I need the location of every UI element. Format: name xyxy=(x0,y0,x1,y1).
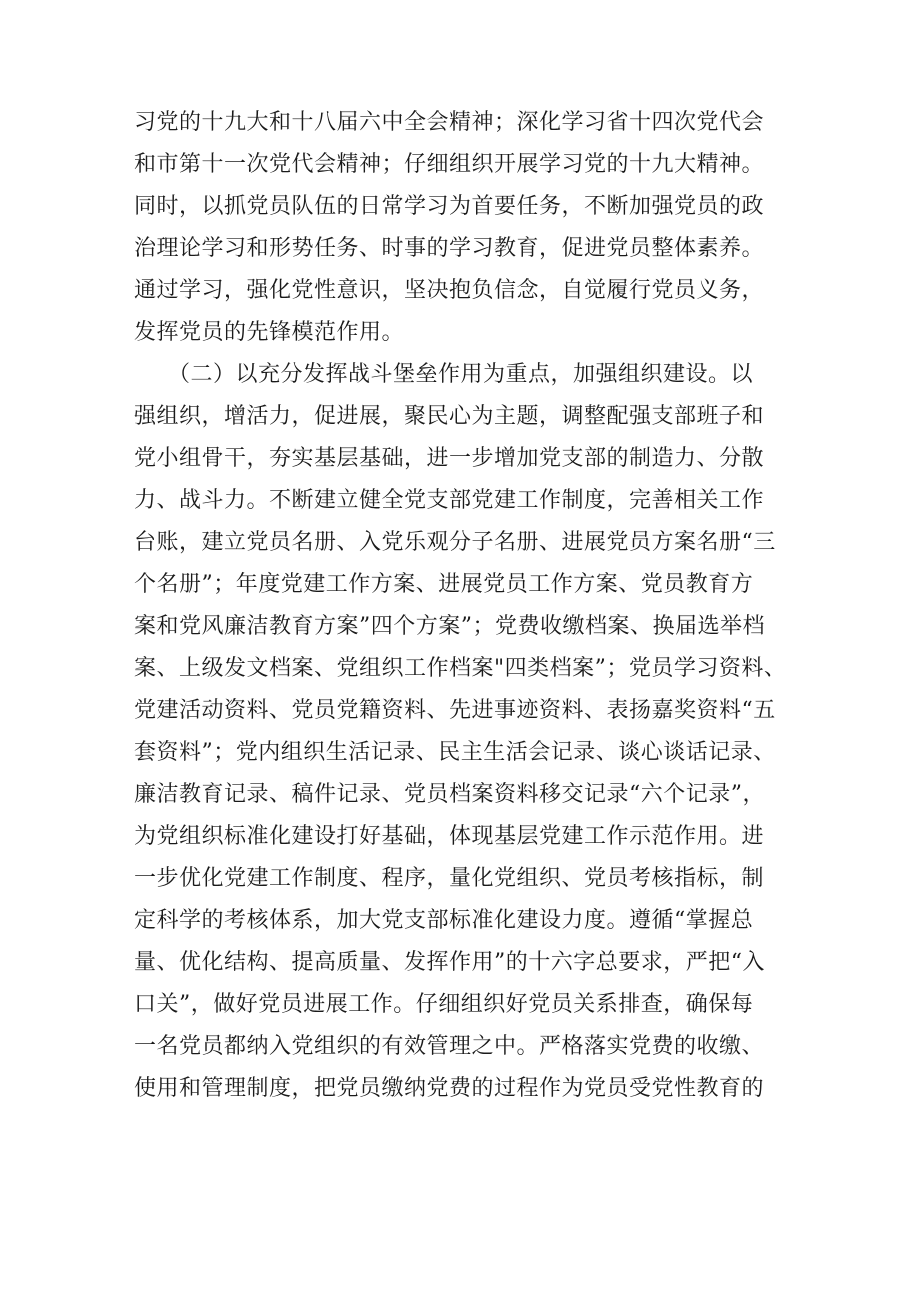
text-line: 力、战斗力。不断建立健全党支部党建工作制度，完善相关工作 xyxy=(134,488,765,513)
text-line: 口关”，做好党员进展工作。仔细组织好党员关系排查，确保每 xyxy=(134,992,754,1017)
text-line: 台账，建立党员名册、入党乐观分子名册、进展党员方案名册“三 xyxy=(134,530,776,555)
text-line: 量、优化结构、提高质量、发挥作用”的十六字总要求，严把“入 xyxy=(134,950,765,975)
text-line: 通过学习，强化党性意识，坚决抱负信念，自觉履行党员义务， xyxy=(134,278,765,303)
text-line: 发挥党员的先锋模范作用。 xyxy=(134,320,405,345)
text-line: 个名册”；年度党建工作方案、进展党员工作方案、党员教育方 xyxy=(134,572,754,597)
text-line: 和市第十一次党代会精神；仔细组织开展学习党的十九大精神。 xyxy=(134,152,765,177)
text-line: 案、上级发文档案、党组织工作档案"四类档案”；党员学习资料、 xyxy=(134,656,787,681)
text-line: 廉洁教育记录、稿件记录、党员档案资料移交记录“六个记录”， xyxy=(134,782,765,807)
text-line: 定科学的考核体系，加大党支部标准化建设力度。遵循“掌握总 xyxy=(134,908,754,933)
text-line: 一步优化党建工作制度、程序，量化党组织、党员考核指标，制 xyxy=(134,866,765,891)
text-line: 一名党员都纳入党组织的有效管理之中。严格落实党费的收缴、 xyxy=(134,1034,765,1059)
text-line: 为党组织标准化建设打好基础，体现基层党建工作示范作用。进 xyxy=(134,824,765,849)
text-line: 党建活动资料、党员党籍资料、先进事迹资料、表扬嘉奖资料“五 xyxy=(134,698,776,723)
document-body xyxy=(134,102,814,1110)
text-line: （二）以充分发挥战斗堡垒作用为重点，加强组织建设。以 xyxy=(134,362,754,387)
text-line: 使用和管理制度，把党员缴纳党费的过程作为党员受党性教育的 xyxy=(134,1076,765,1101)
text-line: 党小组骨干，夯实基层基础，进一步增加党支部的制造力、分散 xyxy=(134,446,765,471)
text-line: 治理论学习和形势任务、时事的学习教育，促进党员整体素养。 xyxy=(134,236,765,261)
text-line: 习党的十九大和十八届六中全会精神；深化学习省十四次党代会 xyxy=(134,110,765,135)
text-line: 同时，以抓党员队伍的日常学习为首要任务，不断加强党员的政 xyxy=(134,194,765,219)
text-line: 强组织，增活力，促进展，聚民心为主题，调整配强支部班子和 xyxy=(134,404,765,429)
text-line: 套资料”；党内组织生活记录、民主生活会记录、谈心谈话记录、 xyxy=(134,740,776,765)
text-line: 案和党风廉洁教育方案”四个方案”；党费收缴档案、换届选举档 xyxy=(134,614,765,639)
